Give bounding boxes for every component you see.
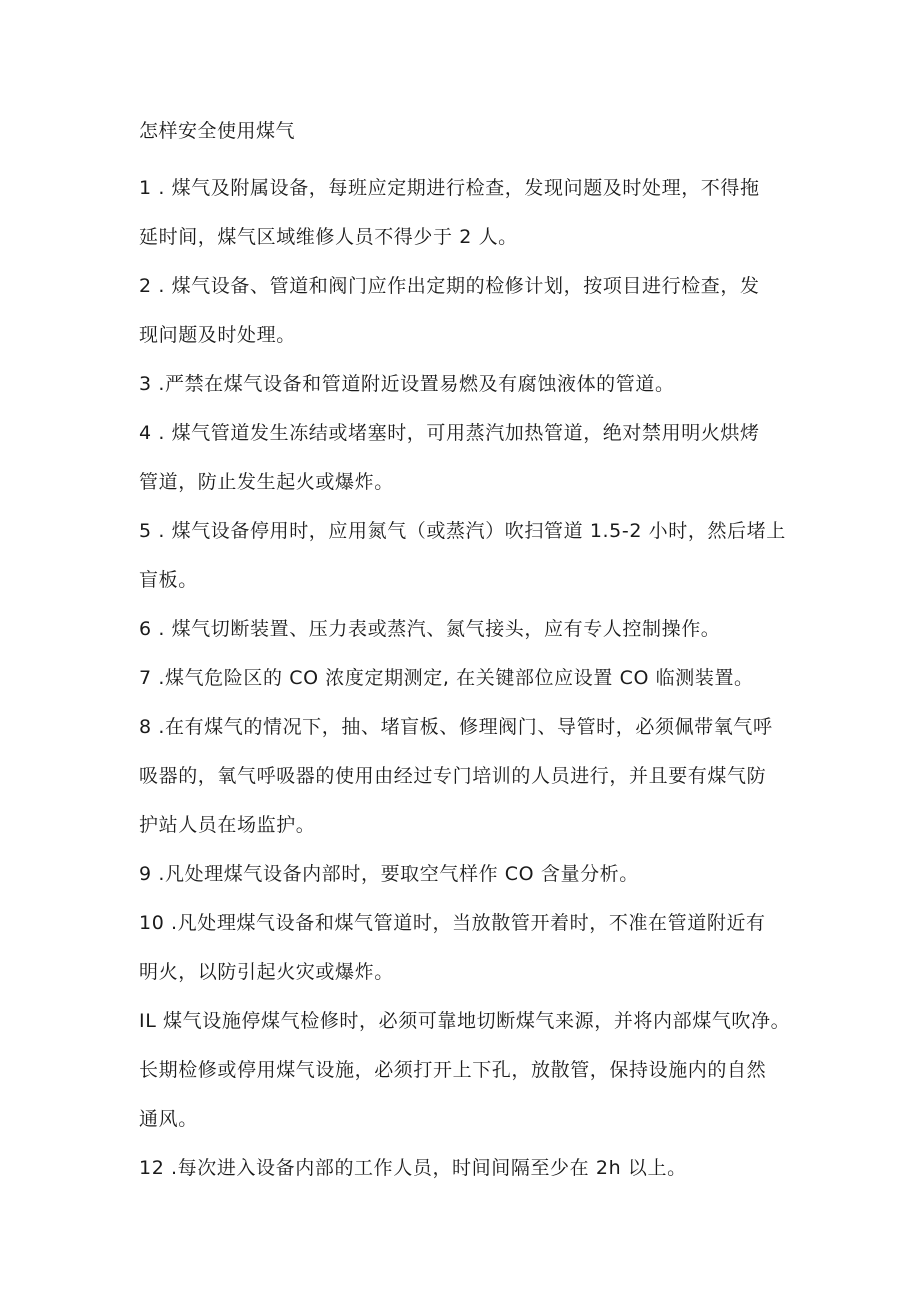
item-line: 延时间，煤气区域维修人员不得少于 2 人。: [139, 226, 518, 248]
item-line: 2 . 煤气设备、管道和阀门应作出定期的检修计划，按项目进行检查，发: [139, 275, 760, 297]
item-line: 3 .严禁在煤气设备和管道附近设置易燃及有腐蚀液体的管道。: [139, 373, 675, 395]
item-line: 吸器的，氧气呼吸器的使用由经过专门培训的人员进行，并且要有煤气防: [139, 765, 767, 787]
list-item: [139, 997, 799, 1144]
item-line: 管道，防止发生起火或爆炸。: [139, 471, 394, 493]
item-line: 10 .凡处理煤气设备和煤气管道时，当放散管开着时，不准在管道附近有: [139, 912, 766, 934]
list-item: [139, 164, 799, 262]
item-line: 通风。: [139, 1108, 198, 1130]
item-line: 1 . 煤气及附属设备，每班应定期进行检查，发现问题及时处理，不得拖: [139, 177, 760, 199]
item-list: [139, 164, 799, 1193]
list-item: [139, 1144, 799, 1193]
list-item: [139, 605, 799, 654]
list-item: [139, 654, 799, 703]
document-title: 怎样安全使用煤气: [139, 120, 296, 142]
item-line: 护站人员在场监护。: [139, 814, 316, 836]
list-item: [139, 507, 799, 605]
item-line: 5 . 煤气设备停用时，应用氮气（或蒸汽）吹扫管道 1.5-2 小时，然后堵上: [139, 520, 786, 542]
item-line: 现问题及时处理。: [139, 324, 296, 346]
item-line: 9 .凡处理煤气设备内部时，要取空气样作 CO 含量分析。: [139, 863, 639, 885]
list-item: [139, 703, 799, 850]
list-item: [139, 262, 799, 360]
list-item: [139, 409, 799, 507]
item-line: 8 .在有煤气的情况下，抽、堵盲板、修理阀门、导管时，必须佩带氧气呼: [139, 716, 773, 738]
list-item: [139, 360, 799, 409]
item-line: IL 煤气设施停煤气检修时，必须可靠地切断煤气来源，并将内部煤气吹净。: [139, 1010, 791, 1032]
item-line: 明火，以防引起火灾或爆炸。: [139, 961, 394, 983]
item-line: 长期检修或停用煤气设施，必须打开上下孔，放散管，保持设施内的自然: [139, 1059, 767, 1081]
item-line: 7 .煤气危险区的 CO 浓度定期测定, 在关键部位应设置 CO 临测装置。: [139, 667, 754, 689]
item-line: 盲板。: [139, 569, 198, 591]
list-item: [139, 899, 799, 997]
item-line: 4 . 煤气管道发生冻结或堵塞时，可用蒸汽加热管道，绝对禁用明火烘烤: [139, 422, 760, 444]
item-line: 12 .每次进入设备内部的工作人员，时间间隔至少在 2h 以上。: [139, 1157, 687, 1179]
item-line: 6 . 煤气切断装置、压力表或蒸汽、氮气接头，应有专人控制操作。: [139, 618, 721, 640]
list-item: [139, 850, 799, 899]
